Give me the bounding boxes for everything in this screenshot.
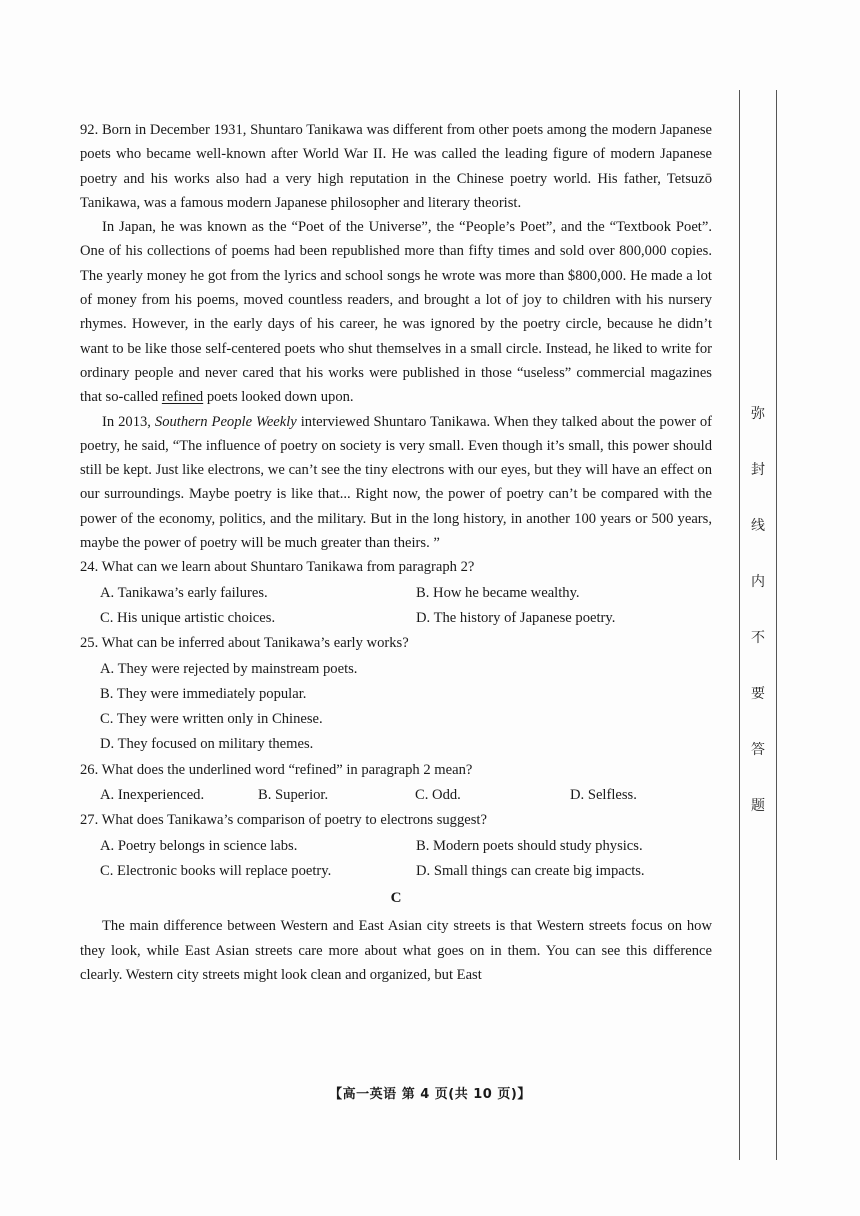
option-c: C. Electronic books will replace poetry. (100, 862, 332, 879)
option-d: D. The history of Japanese poetry. (416, 609, 616, 626)
binding-char: 答 (751, 742, 765, 758)
options (80, 581, 712, 632)
option-d: D. Small things can create big impacts. (416, 862, 645, 879)
binding-char: 题 (751, 798, 765, 814)
binding-char: 弥 (751, 406, 765, 422)
binding-char: 线 (751, 518, 765, 534)
passage-c-paragraph-1: The main difference between Western and East Asian city streets is that Western streets focus on how they look, while East Asian streets care more about what goes on in them. You can see this difference clearly. Western city streets might look clean and organized, but East (80, 918, 712, 983)
options (80, 783, 712, 808)
question-stem: 24. What can we learn about Shuntaro Tanikawa from paragraph 2? (80, 559, 475, 576)
binding-char: 要 (751, 686, 765, 702)
options (80, 834, 712, 885)
underlined-word-refined: refined (161, 389, 204, 406)
options (80, 657, 712, 758)
passage-b-paragraph-2 (80, 215, 712, 409)
question-stem: 27. What does Tanikawa’s comparison of poetry to electrons suggest? (80, 812, 487, 829)
paragraph-2-text-a: In Japan, he was known as the “Poet of the Universe”, the “People’s Poet”, and the “Textbook Poet”. One of his collections of poems had been republished more than fifty times and sold over 800,000 copies. The yearly money he got from the lyrics and school songs he wrote was more than $800,000. He made a lot of money from his poems, moved countless readers, and brought a lot of joy to children with his nursery rhymes. However, in the early days of his career, he was ignored by the poetry circle, because he didn’t want to be like those self-centered poets who shut themselves in a small circle. Instead, he liked to write for ordinary people and never cared that his works were published in those “useless” commercial magazines that so-called (80, 219, 712, 406)
paragraph-2-text-b: poets looked down upon. (203, 389, 354, 406)
binding-char: 不 (751, 630, 765, 646)
page-footer: 【高一英语 第 4 页(共 10 页)】 (329, 1087, 531, 1102)
option-d: D. Selfless. (570, 787, 637, 804)
option-b: B. How he became wealthy. (416, 584, 580, 601)
section-heading-c: C (390, 890, 402, 907)
option-a: A. Tanikawa’s early failures. (100, 584, 268, 601)
question-26 (80, 758, 712, 809)
option-d: D. They focused on military themes. (100, 736, 314, 753)
option-a: A. Inexperienced. (100, 787, 205, 804)
option-c: C. His unique artistic choices. (100, 609, 276, 626)
question-25 (80, 631, 712, 757)
binding-line-left (739, 90, 740, 1160)
paragraph-3-text-b: interviewed Shuntaro Tanikawa. When they talked about the power of poetry, he said, “The influence of poetry on society is very small. Even though it’s small, this power should still be kept. Just like electrons, we can’t see the tiny electrons with our eyes, but they will have an effect on our surroundings. Maybe poetry is like that... Right now, the power of poetry can’t be compared with the power of the economy, politics, and the military. But in the long history, in another 100 years or 500 years, maybe the power of poetry will be much greater than theirs. ” (80, 413, 712, 552)
passage-b-paragraph-1: 92. Born in December 1931, Shuntaro Tanikawa was different from other poets among the modern Japanese poets who became well-known after World War II. He was called the leading figure of modern Japanese poetry and his works also had a very high reputation in the Chinese poetry world. His father, Tetsuzō Tanikawa, was a famous modern Japanese philosopher and literary theorist. (80, 122, 712, 211)
binding-char: 封 (751, 462, 765, 478)
binding-notice (745, 404, 771, 852)
binding-line-right (776, 90, 777, 1160)
passage-b-paragraph-3 (80, 410, 712, 556)
question-stem: 25. What can be inferred about Tanikawa’s early works? (80, 635, 409, 652)
question-27 (80, 808, 712, 884)
magazine-title: Southern People Weekly (154, 413, 297, 430)
option-a: A. Poetry belongs in science labs. (100, 837, 298, 854)
option-c: C. Odd. (415, 787, 461, 804)
question-stem: 26. What does the underlined word “refined” in paragraph 2 mean? (80, 761, 473, 778)
paragraph-3-text-a: In 2013, (102, 413, 155, 430)
question-24 (80, 555, 712, 631)
option-b: B. Modern poets should study physics. (416, 837, 643, 854)
option-c: C. They were written only in Chinese. (100, 711, 323, 728)
binding-char: 内 (751, 574, 765, 590)
binding-margin (735, 90, 777, 1160)
option-a: A. They were rejected by mainstream poets. (100, 660, 358, 677)
option-b: B. Superior. (258, 787, 329, 804)
option-b: B. They were immediately popular. (100, 685, 307, 702)
page-content (80, 118, 712, 987)
